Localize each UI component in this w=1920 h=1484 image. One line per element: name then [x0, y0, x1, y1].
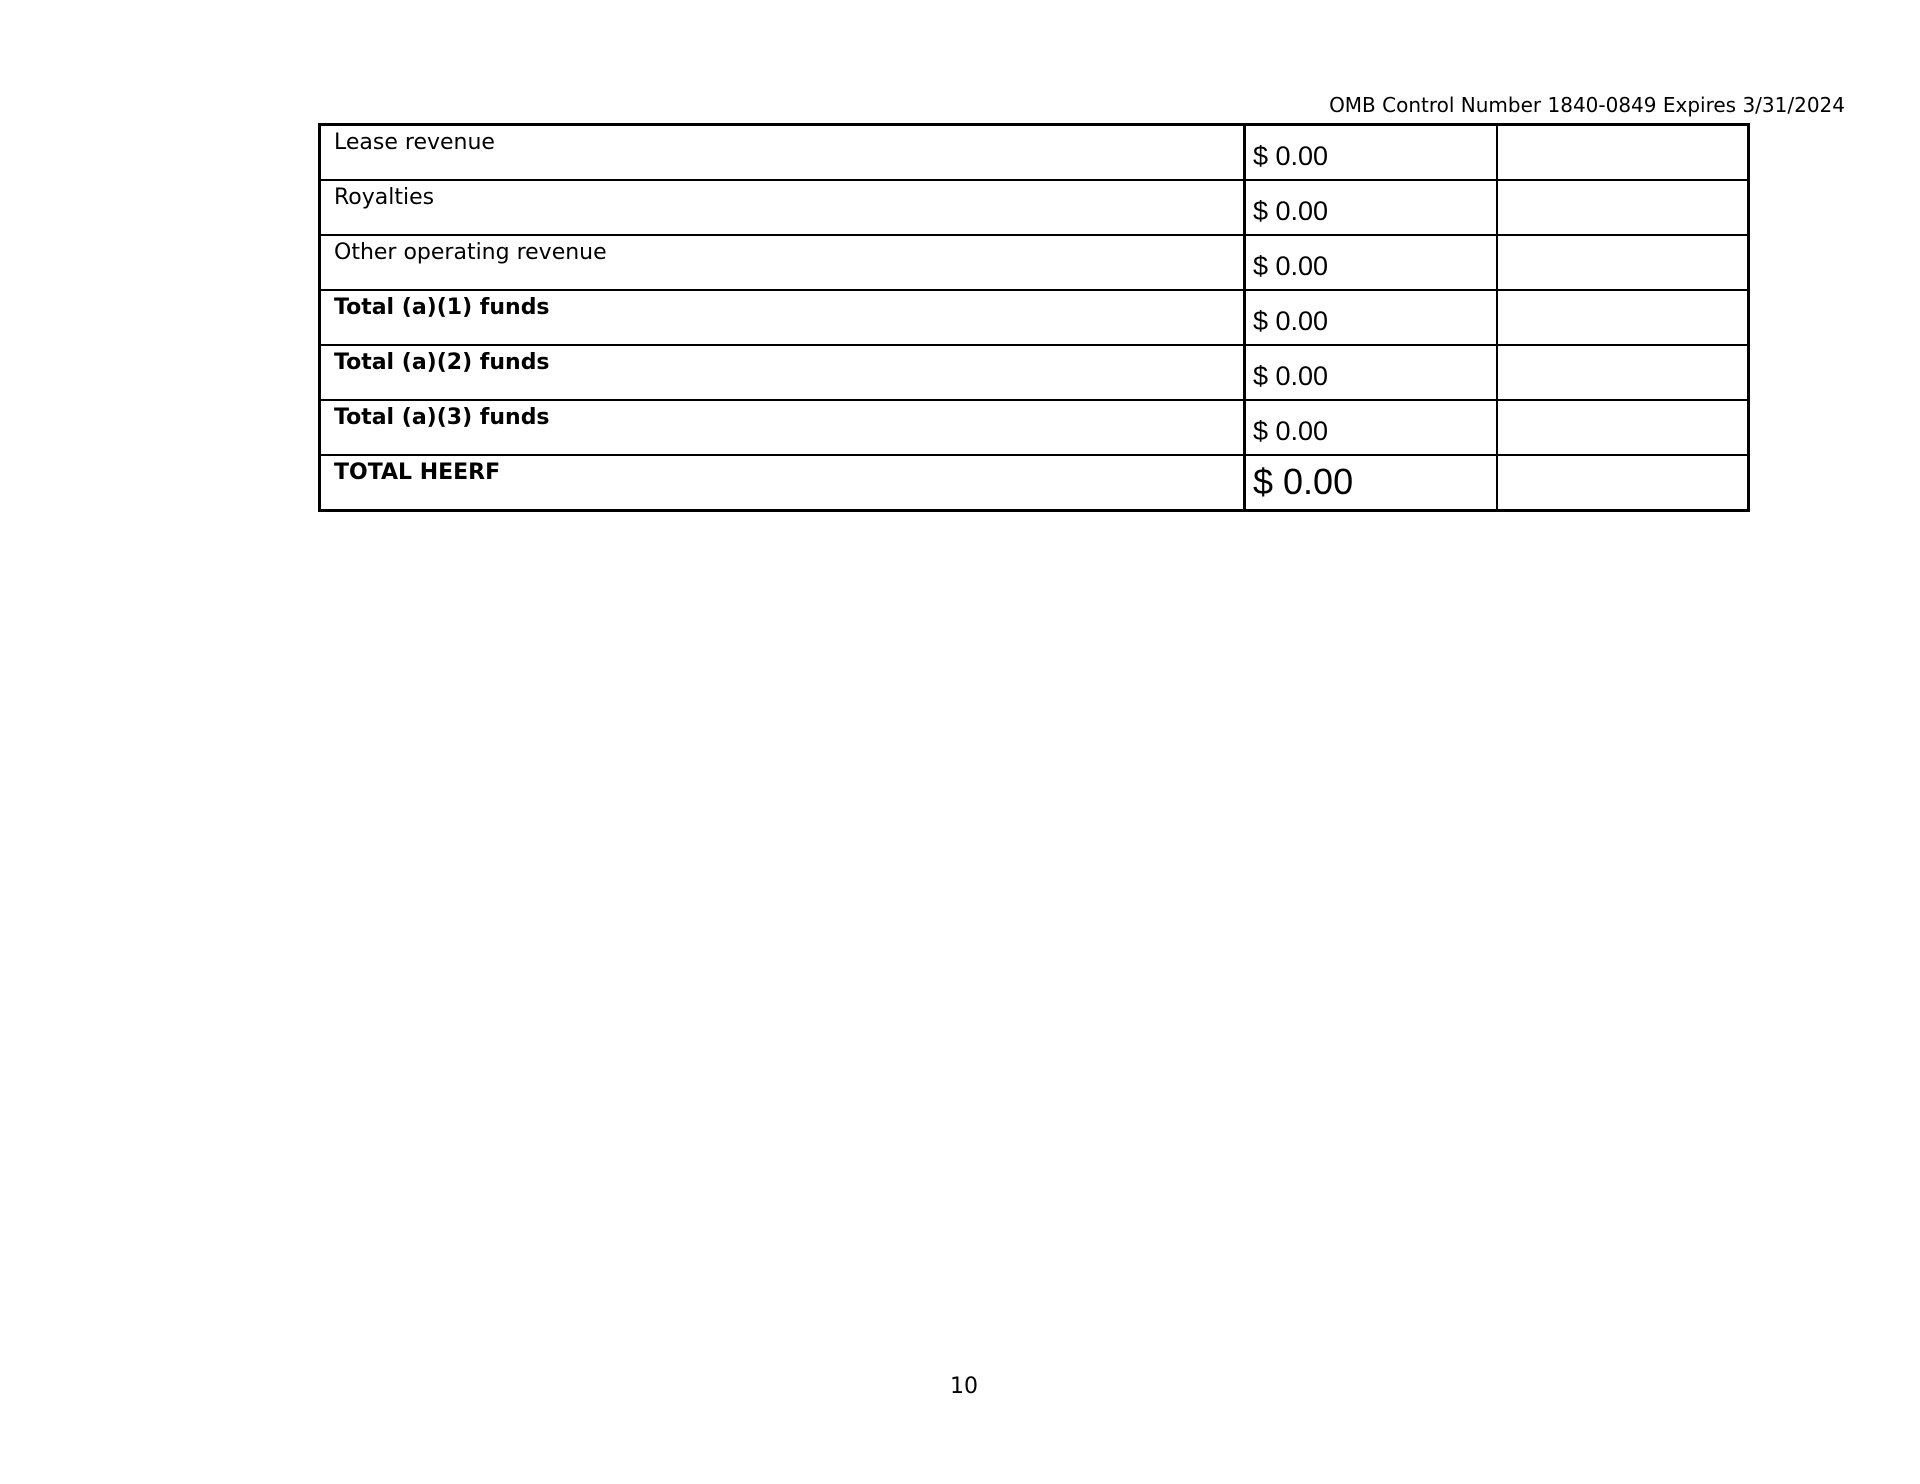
amount-total-a3-funds: $ 0.00: [1253, 416, 1329, 446]
blank-entry-field[interactable]: [1497, 345, 1749, 400]
amount-field[interactable]: [1245, 400, 1497, 455]
blank-entry-field[interactable]: [1497, 235, 1749, 290]
row-label-royalties: Royalties: [334, 185, 435, 210]
row-label-cell: [320, 180, 1245, 235]
amount-field[interactable]: [1245, 455, 1497, 511]
table-row: [320, 400, 1749, 455]
amount-other-operating-revenue: $ 0.00: [1253, 251, 1329, 281]
amount-field[interactable]: [1245, 290, 1497, 345]
amount-lease-revenue: $ 0.00: [1253, 141, 1329, 171]
blank-entry-field[interactable]: [1497, 290, 1749, 345]
row-label-cell: [320, 235, 1245, 290]
row-label-total-a3-funds: Total (a)(3) funds: [334, 405, 550, 430]
amount-total-a1-funds: $ 0.00: [1253, 306, 1329, 336]
amount-royalties: $ 0.00: [1253, 196, 1329, 226]
table-row: [320, 345, 1749, 400]
row-label-cell: [320, 125, 1245, 181]
row-label-cell: [320, 345, 1245, 400]
amount-field[interactable]: [1245, 235, 1497, 290]
amount-field[interactable]: [1245, 345, 1497, 400]
amount-total-a2-funds: $ 0.00: [1253, 361, 1329, 391]
blank-entry-field[interactable]: [1497, 400, 1749, 455]
revenue-table: [318, 123, 1750, 512]
blank-entry-field[interactable]: [1497, 455, 1749, 511]
row-label-total-heerf: TOTAL HEERF: [334, 460, 501, 485]
table-row: [320, 125, 1749, 181]
row-label-total-a1-funds: Total (a)(1) funds: [334, 295, 550, 320]
row-label-total-a2-funds: Total (a)(2) funds: [334, 350, 550, 375]
row-label-cell: [320, 400, 1245, 455]
row-label-cell: [320, 455, 1245, 511]
table-row: [320, 290, 1749, 345]
omb-control-number: OMB Control Number 1840-0849 Expires 3/31/2024: [1329, 93, 1845, 117]
row-label-cell: [320, 290, 1245, 345]
blank-entry-field[interactable]: [1497, 180, 1749, 235]
blank-entry-field[interactable]: [1497, 125, 1749, 181]
amount-field[interactable]: [1245, 125, 1497, 181]
row-label-other-operating-revenue: Other operating revenue: [334, 240, 607, 265]
row-label-lease-revenue: Lease revenue: [334, 130, 495, 155]
table-row: [320, 235, 1749, 290]
amount-field[interactable]: [1245, 180, 1497, 235]
table-row: [320, 455, 1749, 511]
amount-total-heerf: $ 0.00: [1253, 461, 1354, 502]
table-row: [320, 180, 1749, 235]
page-number: 10: [950, 1374, 978, 1399]
